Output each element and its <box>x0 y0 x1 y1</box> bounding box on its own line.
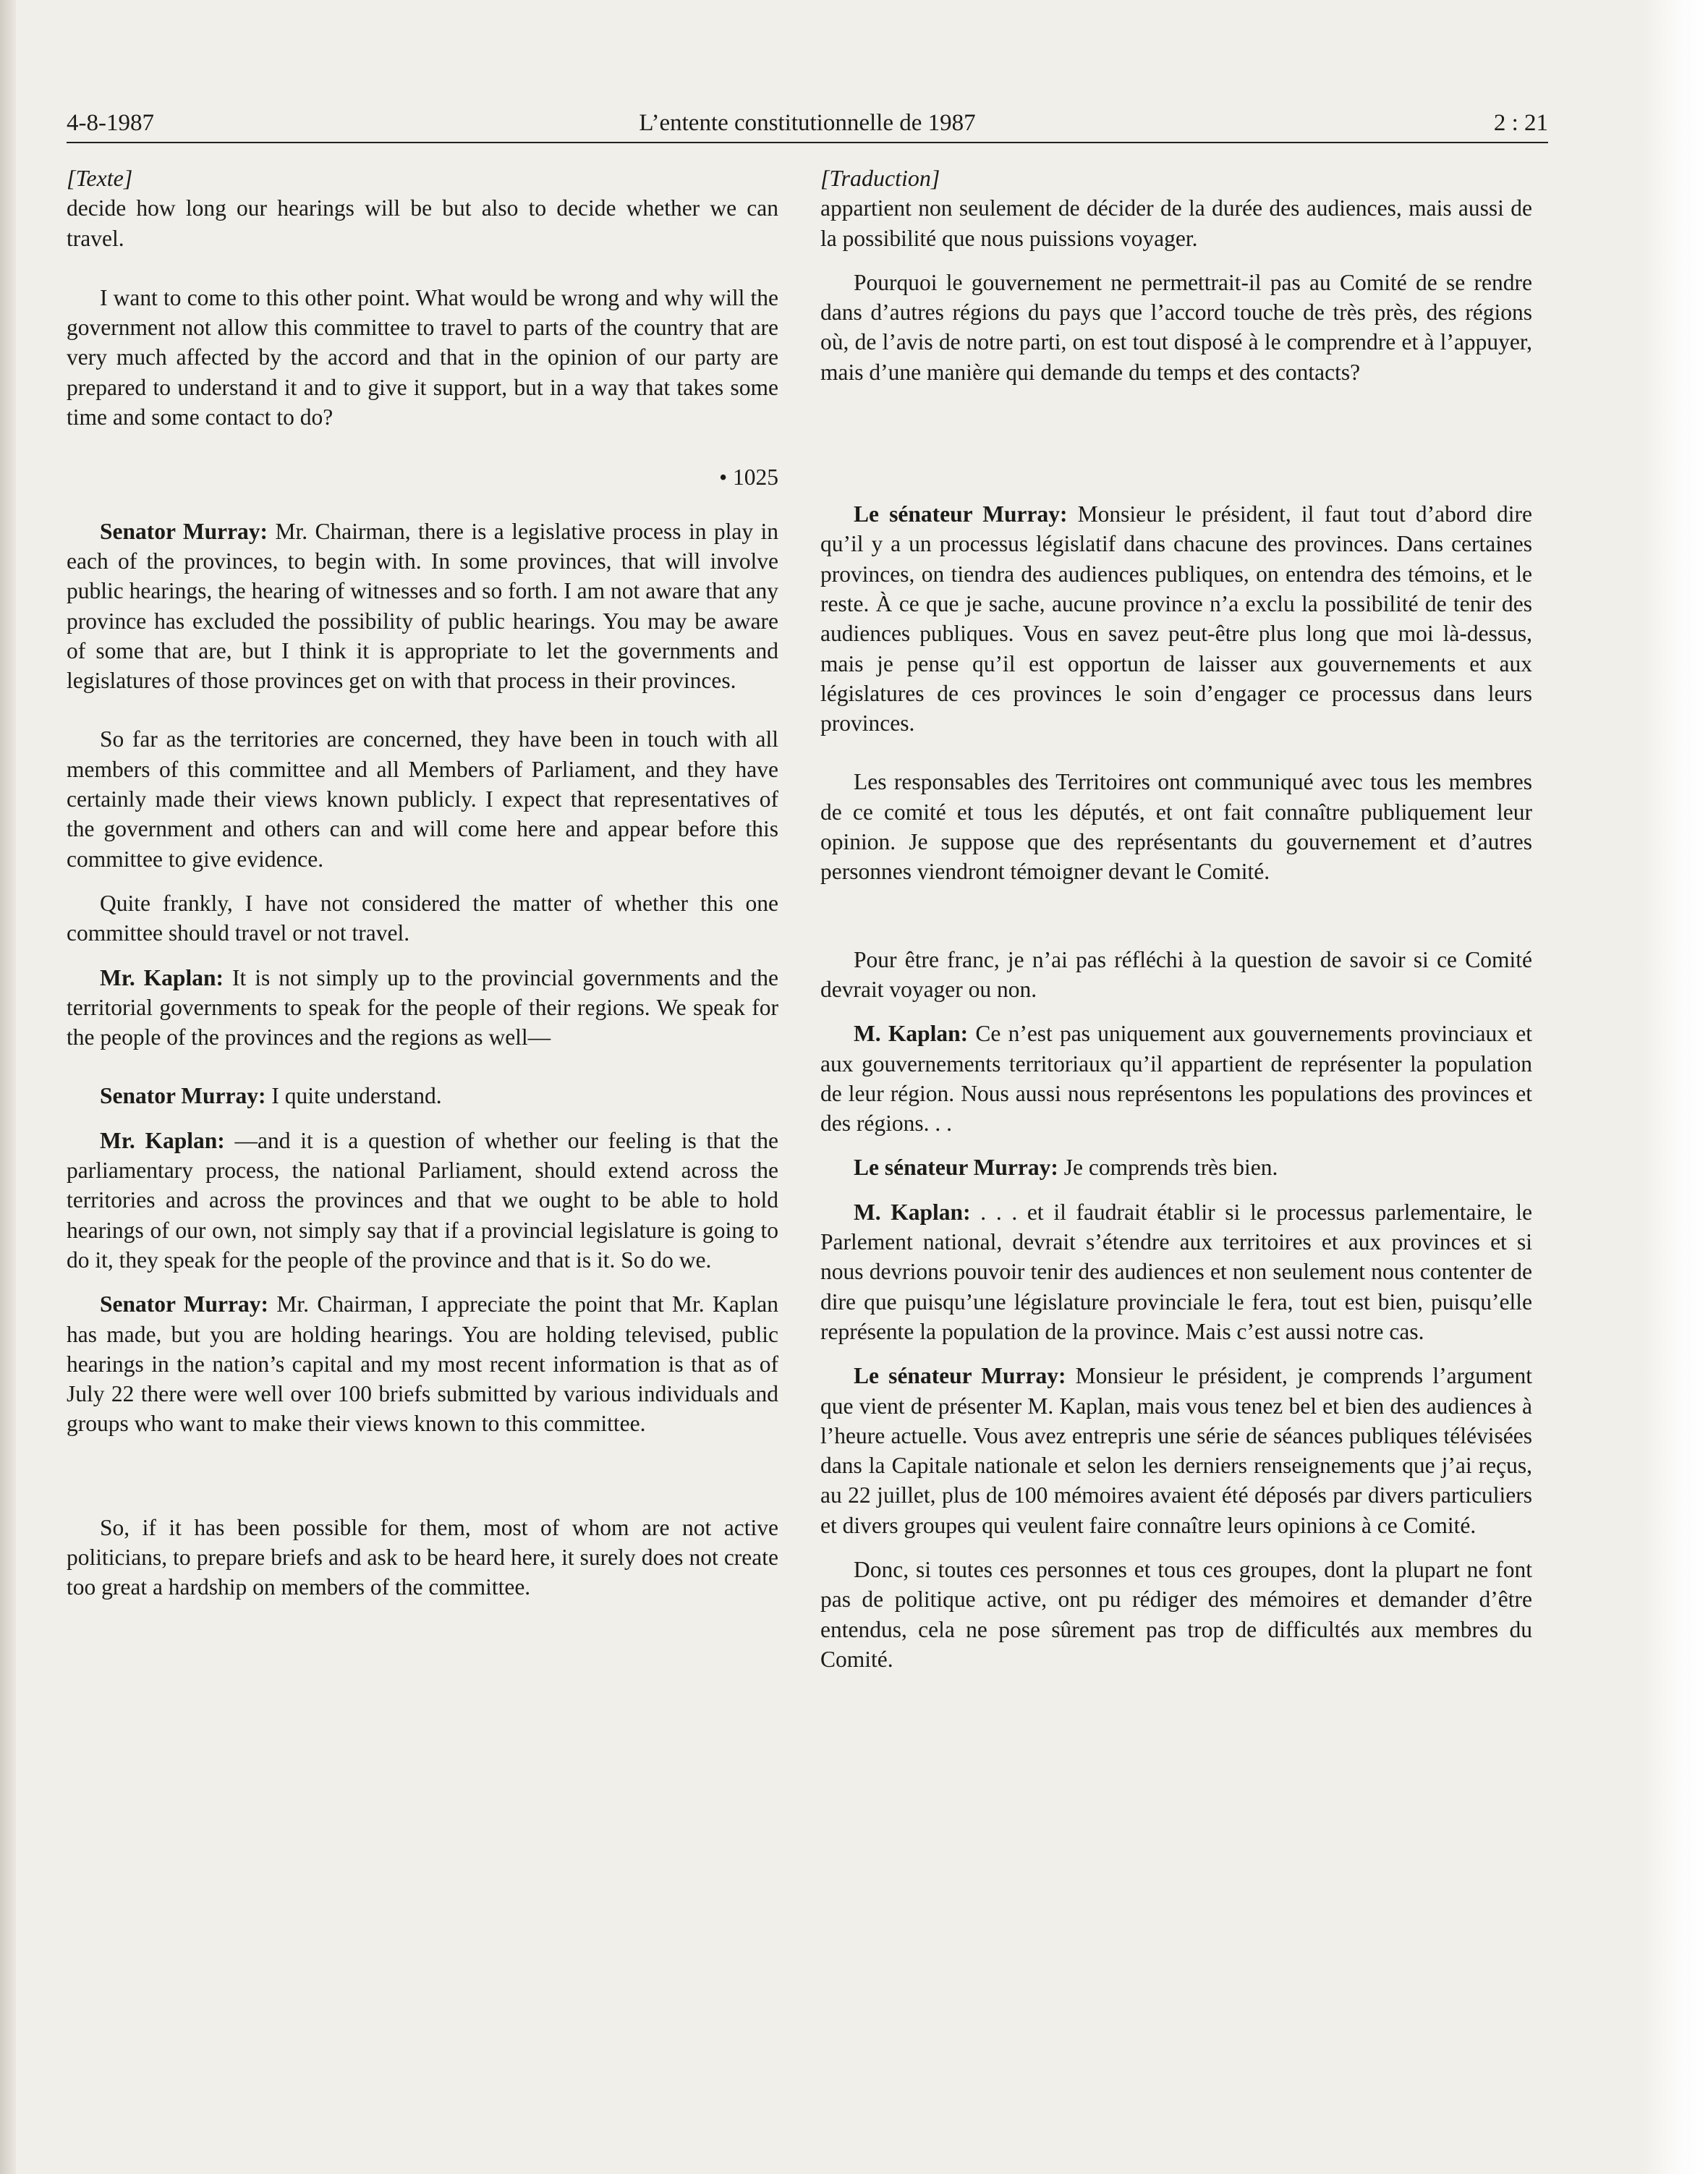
header-page-number: 2 : 21 <box>1493 110 1548 136</box>
speech-paragraph <box>820 1197 1532 1346</box>
speaker-name: Le sénateur Murray: <box>854 1363 1066 1389</box>
french-column <box>820 164 1532 1674</box>
speech-paragraph <box>820 1152 1532 1182</box>
speaker-name: Senator Murray: <box>100 1291 268 1317</box>
header-rule <box>67 142 1548 143</box>
paragraph: Quite frankly, I have not considered the matter of whether this one committee should travel or not travel. <box>67 890 778 946</box>
header-date: 4-8-1987 <box>67 110 154 136</box>
speaker-name: Senator Murray: <box>100 1083 266 1109</box>
page-binding-edge <box>0 0 16 2174</box>
speech-text: I quite understand. <box>265 1083 442 1109</box>
speech-paragraph <box>820 1019 1532 1138</box>
speaker-name: Senator Murray: <box>100 518 268 544</box>
speech-paragraph <box>67 1289 778 1438</box>
speech-paragraph <box>67 1126 778 1275</box>
paragraph: Donc, si toutes ces personnes et tous ces groupes, dont la plupart ne font pas de politique active, ont pu rédiger des mémoires et demander d’être entendus, cela ne pose sûrement pas trop de difficultés aux membres du Comité. <box>820 1556 1532 1672</box>
paragraph: Pourquoi le gouvernement ne permettrait-il pas au Comité de se rendre dans d’autres régions du pays que l’accord touche de très près, des régions où, de l’avis de notre parti, on est tout disposé à le comprendre et à l’appuyer, mais d’une manière qui demande du temps et des contacts? <box>820 269 1532 385</box>
speech-text: Monsieur le président, il faut tout d’abord dire qu’il y a un processus législatif dans chacune des provinces. Dans certaines provinces, on tiendra des audiences publiques, on entendra des témoins, et le reste. À ce que je sache, aucune province n’a exclu la possibilité de tenir des audiences publiques. Vous en savez peut-être plus long que moi là-dessus, mais je pense qu’il est opportun de laisser aux gouvernements et aux législatures de ces provinces le soin d’engager ce processus dans leurs provinces. <box>820 501 1532 736</box>
paragraph: decide how long our hearings will be but also to decide whether we can travel. <box>67 195 778 251</box>
speaker-name: Le sénateur Murray: <box>854 501 1068 527</box>
column-tag: [Texte] <box>67 165 133 191</box>
time-marker: • 1025 <box>719 464 778 491</box>
paragraph: So far as the territories are concerned, they have been in touch with all members of this committee and all Members of Parliament, and they have certainly made their views known publicly. I expect that representatives of the government and others can and will come here and appear before this committee to give evidence. <box>67 726 778 872</box>
speech-text: —and it is a question of whether our feeling is that the parliamentary process, the national Parliament, should extend across the territories and across the provinces and that we ought to be able to hold hearings of our own, not simply say that if a provincial legislature is going to do it, they speak for the people of the province and that is it. So do we. <box>67 1127 778 1273</box>
speaker-name: Mr. Kaplan: <box>100 1127 225 1153</box>
speaker-name: Le sénateur Murray: <box>854 1155 1058 1181</box>
speech-text: Mr. Chairman, there is a legislative process in play in each of the provinces, to begin with. In some provinces, that will involve public hearings, the hearing of witnesses and so forth. I am not aware that any province has excluded the possibility of public hearings. You may be aware of some that are, but I think it is appropriate to let the governments and legislatures of those provinces get on with that process in their provinces. <box>67 518 779 694</box>
speech-text: Mr. Chairman, I appreciate the point that Mr. Kaplan has made, but you are holding hearings. You are holding televised, public hearings in the nation’s capital and my most recent information is that as of July 22 there were well over 100 briefs submitted by various individuals and groups who want to make their views known to this committee. <box>67 1291 779 1437</box>
paragraph: I want to come to this other point. What would be wrong and why will the government not allow this committee to travel to parts of the country that are very much affected by the accord and that in the opinion of our party are prepared to understand it and to give it support, but in a way that takes some time and some contact to do? <box>67 284 778 430</box>
speech-text: Ce n’est pas uniquement aux gouvernements provinciaux et aux gouvernements territoriaux qu’il appartient de représenter la population de leur région. Nous aussi nous représentons les populations des provinces et des régions. . . <box>820 1021 1533 1137</box>
speech-text: . . . et il faudrait établir si le processus parlementaire, le Parlement national, devrait s’étendre aux territoires et aux provinces et si nous devrions pouvoir tenir des audiences et non seulement nous contenter de dire que puisqu’une législature provinciale le fera, tout est bien, puisqu’elle représente la population de la province. Mais c’est aussi notre cas. <box>820 1199 1532 1344</box>
paragraph: Pour être franc, je n’ai pas réfléchi à la question de savoir si ce Comité devrait voyager ou non. <box>820 946 1532 1002</box>
page-right-margin <box>1643 0 1708 2174</box>
speaker-name: M. Kaplan: <box>854 1021 969 1047</box>
speech-paragraph <box>67 1081 778 1111</box>
speech-paragraph <box>820 499 1532 738</box>
speaker-name: Mr. Kaplan: <box>100 964 224 990</box>
speech-paragraph <box>820 1361 1532 1540</box>
paragraph: So, if it has been possible for them, most of whom are not active politicians, to prepare briefs and ask to be heard here, it surely does not create too great a hardship on members of the committee. <box>67 1514 778 1600</box>
speech-text: Monsieur le président, je comprends l’argument que vient de présenter M. Kaplan, mais vous tenez bel et bien des audiences à l’heure actuelle. Vous avez entrepris une série de séances publiques télévisées dans la Capitale nationale et selon les derniers renseignements que j’ai reçus, au 22 juillet, plus de 100 mémoires avaient été déposés par divers particuliers et divers groupes qui veulent faire connaître leurs opinions à ce Comité. <box>820 1363 1532 1538</box>
header-title: L’entente constitutionnelle de 1987 <box>639 110 976 136</box>
speech-paragraph <box>67 517 778 696</box>
column-tag: [Traduction] <box>820 165 940 191</box>
speaker-name: M. Kaplan: <box>854 1199 971 1225</box>
paragraph: Les responsables des Territoires ont communiqué avec tous les membres de ce comité et tous les députés, et ont fait connaître publiquement leur opinion. Je suppose que des représentants du gouvernement et d’autres personnes viendront témoigner devant le Comité. <box>820 769 1532 885</box>
running-header <box>67 109 1548 143</box>
english-column <box>67 164 778 1602</box>
speech-text: It is not simply up to the provincial governments and the territorial governments to speak for the people of their regions. We speak for the people of the provinces and the regions as well— <box>67 964 778 1050</box>
speech-text: Je comprends très bien. <box>1058 1155 1278 1181</box>
paragraph: appartient non seulement de décider de la durée des audiences, mais aussi de la possibilité que nous puissions voyager. <box>820 195 1532 251</box>
speech-paragraph <box>67 963 778 1053</box>
